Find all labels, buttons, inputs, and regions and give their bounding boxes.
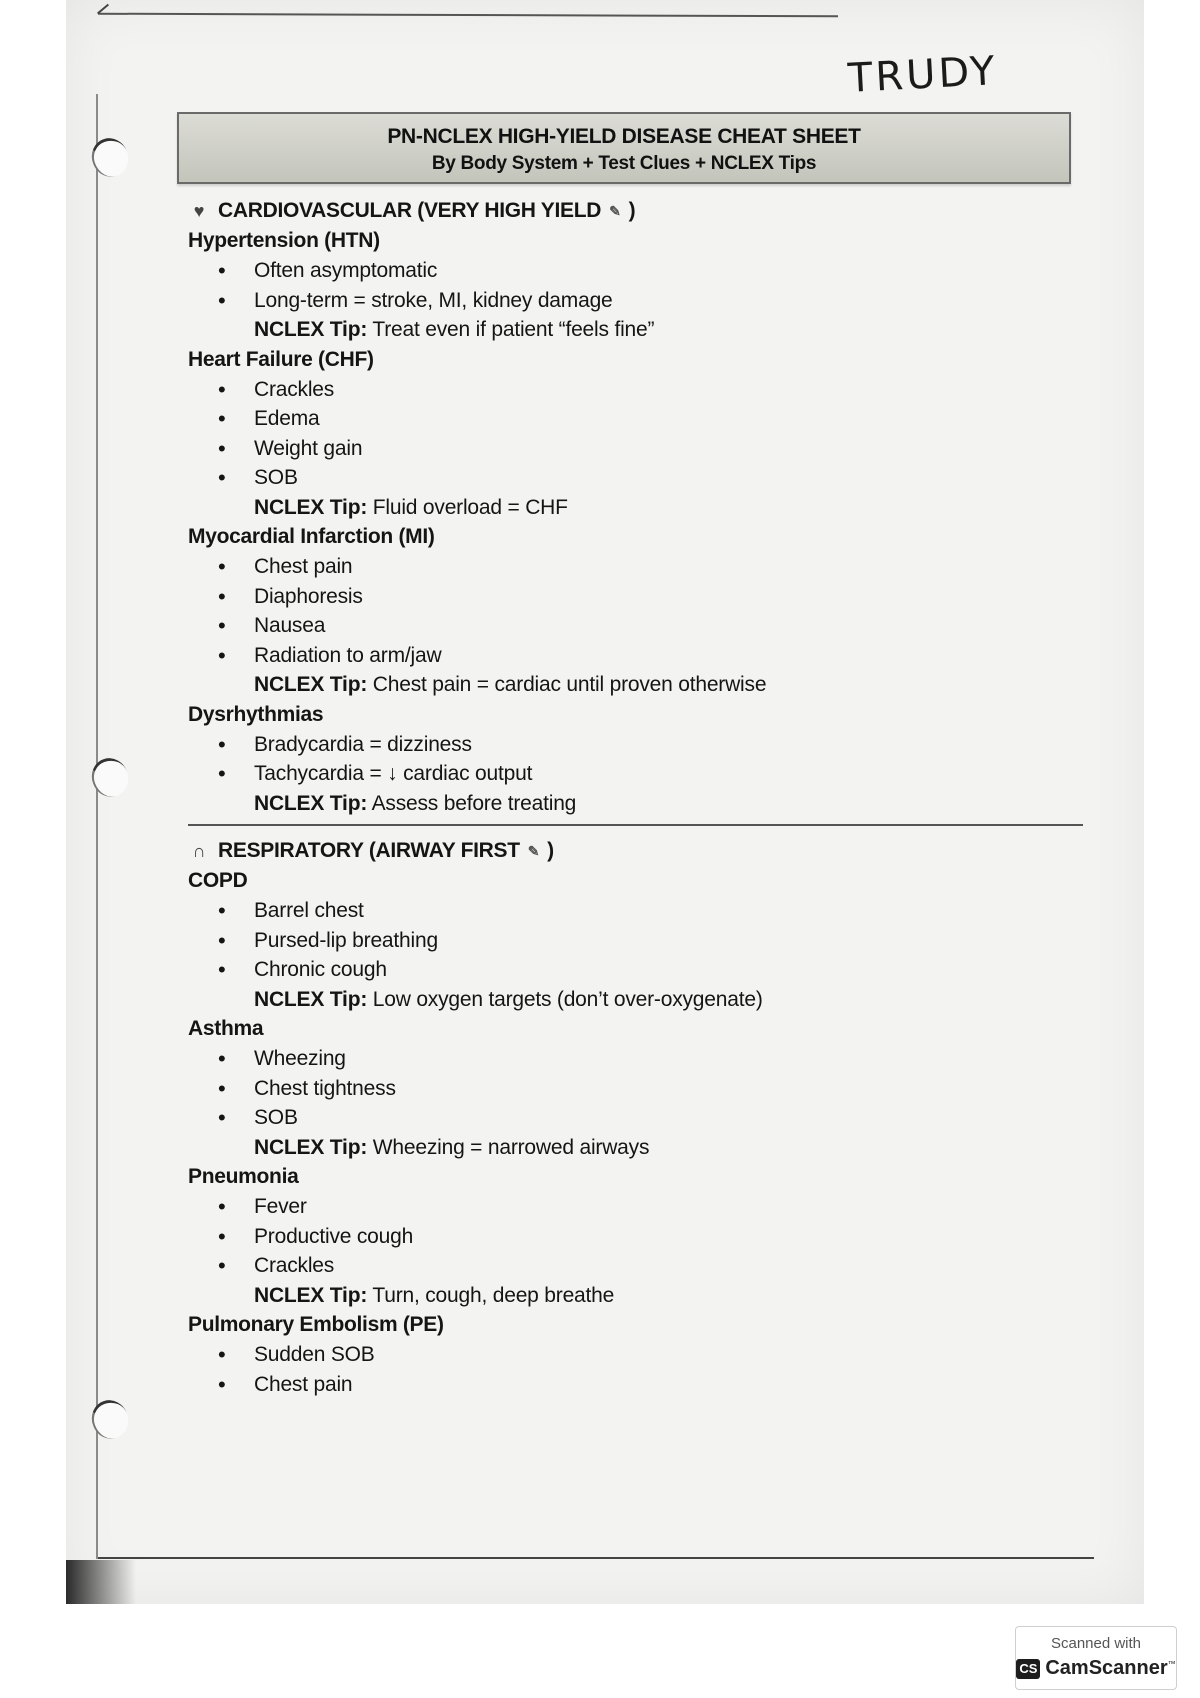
nclex-tip-text: Fluid overload = CHF [372, 495, 568, 519]
nclex-tip-text: Chest pain = cardiac until proven otherwise [372, 673, 767, 696]
symptom-item: • SOB [218, 463, 1088, 493]
symptom-list [188, 375, 1088, 493]
symptom-item: • Productive cough [218, 1222, 1088, 1252]
nclex-tip-label: NCLEX Tip: [254, 987, 368, 1011]
disease-name: Pneumonia [188, 1165, 299, 1188]
nclex-tip-label: NCLEX Tip: [254, 791, 368, 815]
nclex-tip-label: NCLEX Tip: [254, 495, 368, 519]
bottom-rule [98, 1557, 1094, 1559]
nclex-tip-text: Treat even if patient “feels fine” [372, 318, 655, 341]
cheat-sheet-content [188, 196, 1088, 1399]
symptom-item: • Barrel chest [218, 896, 1088, 926]
camscanner-logo-icon: CS [1016, 1659, 1040, 1679]
disease-name: Hypertension (HTN) [188, 229, 380, 252]
symptom-item: • Chest tightness [218, 1074, 1088, 1104]
disease-name: Heart Failure (CHF) [188, 347, 374, 371]
nclex-tip [188, 1133, 1088, 1163]
nclex-tip [188, 789, 1088, 819]
page-title: PN-NCLEX HIGH-YIELD DISEASE CHEAT SHEET [387, 125, 861, 148]
lungs-icon: ∩ [192, 841, 206, 861]
pencil-icon: ✎ [609, 203, 621, 219]
nclex-tip [188, 493, 1088, 523]
symptom-item: • Chest pain [218, 552, 1088, 582]
symptom-item: • Crackles [218, 1251, 1088, 1281]
symptom-item: • Fever [218, 1192, 1088, 1222]
symptom-list [188, 256, 1088, 315]
nclex-tip [188, 985, 1088, 1015]
section-title-close: ) [547, 839, 554, 862]
nclex-tip-label: NCLEX Tip: [254, 1135, 368, 1159]
symptom-item: • Tachycardia = ↓ cardiac output [218, 759, 1088, 789]
symptom-item: • Chronic cough [218, 955, 1088, 985]
nclex-tip-text: Assess before treating [371, 791, 577, 815]
symptom-item: • Bradycardia = dizziness [218, 730, 1088, 760]
symptom-item: • Radiation to arm/jaw [218, 641, 1088, 671]
symptom-item: • Nausea [218, 611, 1088, 641]
symptom-item: • Wheezing [218, 1044, 1088, 1074]
symptom-item: • Sudden SOB [218, 1340, 1088, 1370]
disease-name: Asthma [188, 1017, 264, 1040]
nclex-tip-text: Low oxygen targets (don’t over-oxygenate) [372, 987, 763, 1011]
disease-name: Dysrhythmias [188, 702, 324, 726]
nclex-tip-label: NCLEX Tip: [254, 673, 368, 696]
symptom-list [188, 1192, 1088, 1281]
symptom-list [188, 730, 1088, 789]
heart-icon: ♥ [193, 201, 205, 221]
section-title-text: CARDIOVASCULAR (VERY HIGH YIELD [218, 199, 602, 222]
symptom-item: • Chest pain [218, 1370, 1088, 1400]
disease-name: Myocardial Infarction (MI) [188, 525, 435, 548]
symptom-item: • Often asymptomatic [218, 256, 1088, 286]
badge-caption: Scanned with [1050, 1635, 1142, 1652]
symptom-list [188, 896, 1088, 985]
nclex-tip-text: Wheezing = narrowed airways [372, 1135, 650, 1159]
symptom-item: • Weight gain [218, 434, 1088, 464]
section-heading [188, 196, 1088, 226]
handwritten-name: TRUDY [846, 48, 999, 102]
badge-brand-name: CamScanner™ [1045, 1657, 1176, 1679]
symptom-item: • SOB [218, 1103, 1088, 1133]
nclex-tip-label: NCLEX Tip: [254, 318, 368, 341]
section-title-close: ) [628, 199, 636, 222]
title-banner [177, 112, 1071, 184]
nclex-tip [188, 1281, 1088, 1311]
symptom-item: • Edema [218, 404, 1088, 434]
badge-brand [1016, 1657, 1176, 1680]
disease-name: Pulmonary Embolism (PE) [188, 1313, 444, 1336]
symptom-item: • Long-term = stroke, MI, kidney damage [218, 286, 1088, 316]
section-title-text: RESPIRATORY (AIRWAY FIRST [218, 839, 520, 862]
disease-name: COPD [188, 869, 248, 892]
page-subtitle: By Body System + Test Clues + NCLEX Tips [431, 153, 817, 174]
nclex-tip-label: NCLEX Tip: [254, 1283, 368, 1307]
pencil-icon: ✎ [527, 843, 540, 859]
nclex-tip-text: Turn, cough, deep breathe [372, 1283, 615, 1307]
symptom-item: • Pursed-lip breathing [218, 926, 1088, 956]
margin-rule [96, 94, 98, 1559]
symptom-list [188, 1340, 1088, 1399]
page-shadow [66, 1560, 136, 1604]
symptom-item: • Diaphoresis [218, 582, 1088, 612]
symptom-item: • Crackles [218, 375, 1088, 405]
section-heading [188, 836, 1088, 866]
camscanner-badge [1015, 1626, 1177, 1690]
symptom-list [188, 1044, 1088, 1133]
nclex-tip [188, 670, 1088, 700]
section-divider [188, 824, 1083, 826]
symptom-list [188, 552, 1088, 670]
nclex-tip [188, 315, 1088, 345]
